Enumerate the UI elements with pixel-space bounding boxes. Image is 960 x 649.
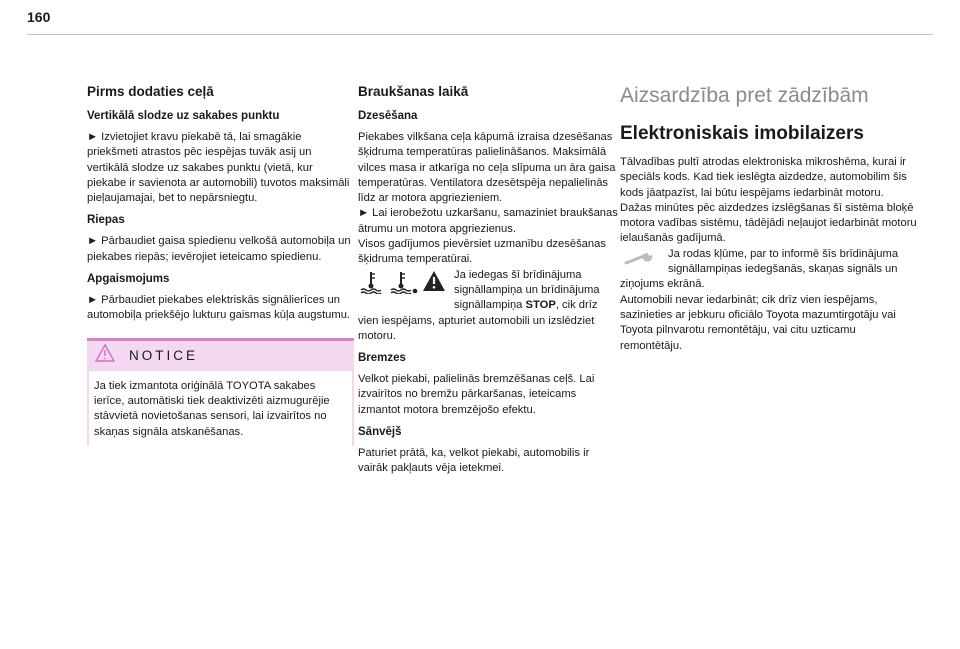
header-rule [27,34,933,35]
notice-text: Ja tiek izmantota oriģinālā TOYOTA sakabes ierīce, automātiski tiek deaktivizēti aizmugurējie stāvvietā novietošanas sensori, lai izvairītos no skaņas signāla atskanēšanas. [94,379,330,438]
coolant-level-icon [388,270,418,299]
column-2 [358,84,620,485]
col3-para-2: Dažas minūtes pēc aizdedzes izslēgšanas šī sistēma bloķē motora vadības sistēmu, tādējādi neļaujot iedarbināt motoru ielaušanās gadījumā. [620,201,917,245]
col3-para-3 [620,247,920,293]
col2-cooling-advice: ► Lai ierobežotu uzkaršanu, samaziniet braukšanas ātrumu un motora apgriezienus. [358,207,618,235]
notice-body [89,371,352,446]
col1-sub-tyres: Riepas [87,214,125,227]
col2-cooling-attention: Visos gadījumos pievērsiet uzmanību dzesēšanas šķidruma temperatūrai. [358,238,606,266]
col2-warning-text-end: , cik drīz vien iespējams, apturiet automobili un izslēdziet motoru. [358,299,598,342]
col1-heading: Pirms dodaties ceļā [87,84,214,99]
coolant-temperature-icon [358,270,384,299]
col3-heading: Elektroniskais imobilaizers [620,123,864,144]
col2-para-crosswind: Paturiet prātā, ka, velkot piekabi, automobilis ir vairāk pakļauts vēja ietekmei. [358,447,590,475]
col2-warning-stop: STOP [525,299,556,312]
notice-box [87,338,354,446]
column-3 [620,84,920,362]
col2-warning-text-start: Ja iedegas šī brīdinājuma signāllampiņa un brīdinājuma signāllampiņa [454,268,600,312]
col2-para-warning [358,268,620,344]
col3-para-1: Tālvadības pultī atrodas elektroniska mikroshēma, kurai ir speciāls kods. Kad tiek ieslēgta aizdedze, automobilim šis kods jāatpazīst, lai būtu iespējams iedarbināt motoru. [620,156,907,199]
col2-sub-cooling: Dzesēšana [358,110,418,122]
column-1 [87,84,352,448]
col2-heading: Braukšanas laikā [358,84,469,99]
col1-para-lighting: ► Pārbaudiet piekabes elektriskās signālierīces un automobiļa priekšējo lukturu gaismas kūļa augstumu. [87,294,351,322]
warning-triangle-icon [422,270,446,299]
col2-cooling-text: Piekabes vilkšana ceļa kāpumā izraisa dzesēšanas šķidruma temperatūras palielināšanos. Maksimālā vilces masa ir atkarīga no ceļa slīpuma un āra gaisa temperatūras. Ventilatora dzesētspēja nepalielinās līdz ar motora apgriezieniem. [358,131,616,205]
col1-para-tyres: ► Pārbaudiet gaisa spiedienu velkošā automobiļa un piekabes riepās; ievērojiet ieteicamo spiedienu. [87,235,351,263]
col3-para-4: Automobili nevar iedarbināt; cik drīz vien iespējams, sazinieties ar jebkuru oficiālo Toyota mazumtirgotāju vai Toyota pilnvarotu remontētāju, vai citu uzticamu remontētāju. [620,293,896,352]
notice-title: NOTICE [129,348,199,364]
col1-sub-vertical-load: Vertikālā slodze uz sakabes punktu [87,110,280,122]
col1-para-load: ► Izvietojiet kravu piekabē tā, lai smagākie priekšmeti atrastos pēc iespējas tuvāk asij un vertikālā slodze uz sakabes punktu (vietā, kur piekabe ir savienota ar automobili) tuvotos maksimāli pieļaujamajai, bet to nepārsniegtu. [87,131,350,205]
notice-header [87,341,354,371]
wrench-icon [624,251,656,270]
warning-icons [358,270,446,299]
col3-wrench-text: Ja rodas kļūme, par to informē šīs brīdinājuma signāllampiņas iedegšanās, skaņas signāls un ziņojums ekrānā. [620,247,899,291]
section-title: Aizsardzība pret zādzībām [620,84,869,107]
col2-para-brakes: Velkot piekabi, palielinās bremzēšanas ceļš. Lai izvairītos no bremžu pārkaršanas, ieteicams izmantot motora bremzējošo efektu. [358,373,595,416]
col2-sub-crosswind: Sānvējš [358,426,402,439]
col2-sub-brakes: Bremzes [358,352,406,365]
col1-sub-lighting: Apgaismojums [87,273,170,286]
page-number: 160 [27,9,51,25]
col2-para-cooling [358,130,620,268]
warning-triangle-icon [95,344,115,367]
